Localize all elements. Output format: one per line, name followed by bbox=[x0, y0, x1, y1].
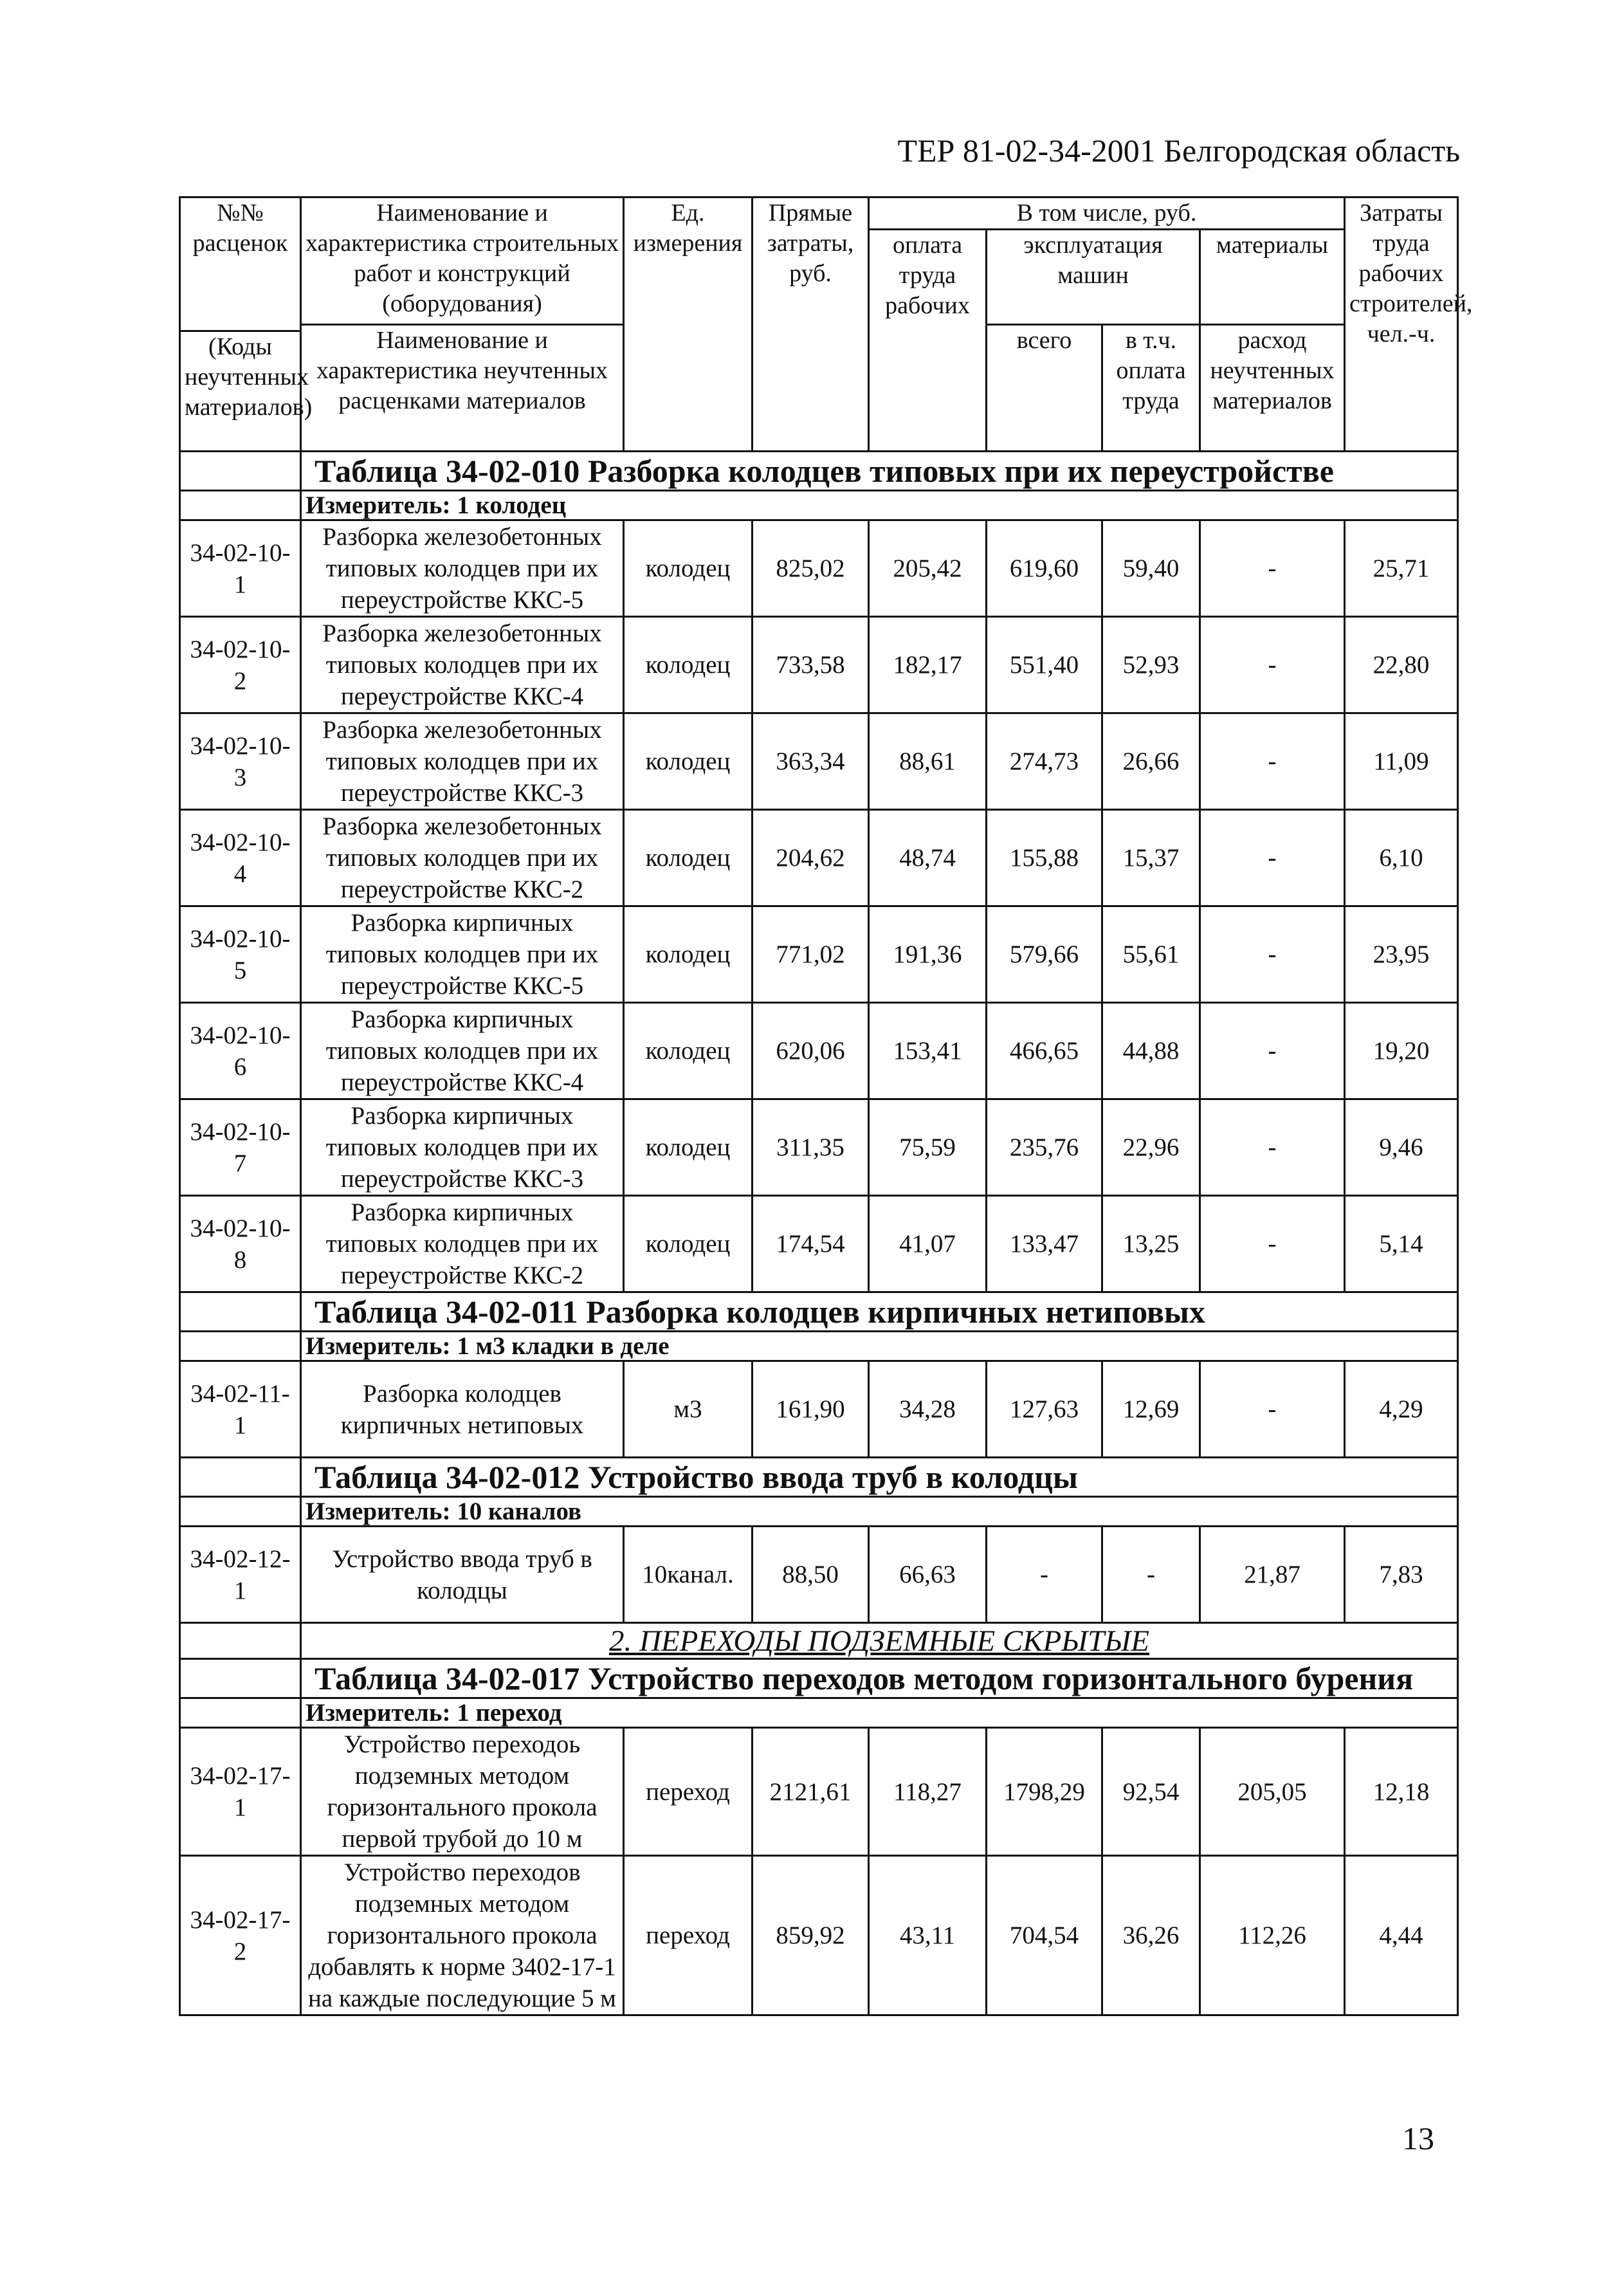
unit: колодец bbox=[624, 520, 753, 617]
rate-name: Разборка железобетонных типовых колодцев при их переустройстве ККС-4 bbox=[301, 617, 624, 713]
rate-code: 34-02-10-7 bbox=[180, 1099, 301, 1196]
table-row bbox=[180, 1527, 1458, 1623]
direct-cost: 204,62 bbox=[753, 810, 869, 906]
unit: колодец bbox=[624, 617, 753, 713]
header-code: №№ расценок bbox=[180, 197, 301, 331]
machine-labor-pay: 55,61 bbox=[1102, 906, 1200, 1003]
header-name2: Наименование и характеристика неучтенных расценками материалов bbox=[301, 325, 624, 452]
rate-name: Разборка кирпичных типовых колодцев при их переустройстве ККС-4 bbox=[301, 1003, 624, 1099]
labor-hours: 9,46 bbox=[1345, 1099, 1458, 1196]
machine-cost: 551,40 bbox=[987, 617, 1102, 713]
header-incl: В том числе, руб. bbox=[869, 197, 1345, 230]
machine-cost: 235,76 bbox=[987, 1099, 1102, 1196]
labor-hours: 4,29 bbox=[1345, 1361, 1458, 1458]
rates-table bbox=[179, 196, 1473, 2016]
header-code2: (Коды неучтенных материалов) bbox=[180, 331, 301, 452]
machine-cost: 619,60 bbox=[987, 520, 1102, 617]
labor-hours: 22,80 bbox=[1345, 617, 1458, 713]
direct-cost: 88,50 bbox=[753, 1527, 869, 1623]
direct-cost: 363,34 bbox=[753, 713, 869, 810]
machine-cost: 579,66 bbox=[987, 906, 1102, 1003]
rate-code: 34-02-10-1 bbox=[180, 520, 301, 617]
unit: колодец bbox=[624, 810, 753, 906]
machine-cost: - bbox=[987, 1527, 1102, 1623]
labor-pay: 34,28 bbox=[869, 1361, 987, 1458]
materials-cost: - bbox=[1200, 520, 1345, 617]
rate-name: Разборка кирпичных типовых колодцев при их переустройстве ККС-2 bbox=[301, 1196, 624, 1292]
rate-code: 34-02-12-1 bbox=[180, 1527, 301, 1623]
header-total: всего bbox=[987, 325, 1102, 452]
labor-pay: 182,17 bbox=[869, 617, 987, 713]
header-labor-cost: Затраты труда рабочих строителей, чел.-ч. bbox=[1345, 197, 1458, 452]
rate-name: Разборка кирпичных типовых колодцев при их переустройстве ККС-5 bbox=[301, 906, 624, 1003]
direct-cost: 771,02 bbox=[753, 906, 869, 1003]
unit: колодец bbox=[624, 1003, 753, 1099]
labor-pay: 43,11 bbox=[869, 1856, 987, 2015]
rate-name: Разборка железобетонных типовых колодцев при их переустройстве ККС-5 bbox=[301, 520, 624, 617]
header-machines: эксплуатация машин bbox=[987, 230, 1200, 325]
machine-cost: 704,54 bbox=[987, 1856, 1102, 2015]
rate-code: 34-02-17-2 bbox=[180, 1856, 301, 2015]
table-row bbox=[180, 906, 1458, 1003]
unit: переход bbox=[624, 1856, 753, 2015]
labor-hours: 5,14 bbox=[1345, 1196, 1458, 1292]
unit: переход bbox=[624, 1728, 753, 1856]
direct-cost: 733,58 bbox=[753, 617, 869, 713]
materials-cost: - bbox=[1200, 1003, 1345, 1099]
machine-labor-pay: 13,25 bbox=[1102, 1196, 1200, 1292]
rate-name: Разборка железобетонных типовых колодцев при их переустройстве ККС-2 bbox=[301, 810, 624, 906]
labor-pay: 48,74 bbox=[869, 810, 987, 906]
labor-pay: 153,41 bbox=[869, 1003, 987, 1099]
materials-cost: - bbox=[1200, 906, 1345, 1003]
unit: м3 bbox=[624, 1361, 753, 1458]
header-materials: материалы bbox=[1200, 230, 1345, 325]
machine-cost: 155,88 bbox=[987, 810, 1102, 906]
measure-label: Измеритель: 1 переход bbox=[301, 1698, 1458, 1728]
labor-hours: 7,83 bbox=[1345, 1527, 1458, 1623]
labor-hours: 4,44 bbox=[1345, 1856, 1458, 2015]
materials-cost: - bbox=[1200, 1361, 1345, 1458]
rate-code: 34-02-17-1 bbox=[180, 1728, 301, 1856]
table-title: Таблица 34-02-017 Устройство переходов методом горизонтального бурения bbox=[301, 1659, 1458, 1698]
header-name: Наименование и характеристика строительных работ и конструкций (оборудования) bbox=[301, 197, 624, 325]
labor-hours: 23,95 bbox=[1345, 906, 1458, 1003]
rate-name: Устройство переходоь подземных методом горизонтального прокола первой трубой до 10 м bbox=[301, 1728, 624, 1856]
unit: колодец bbox=[624, 713, 753, 810]
rate-code: 34-02-10-2 bbox=[180, 617, 301, 713]
direct-cost: 174,54 bbox=[753, 1196, 869, 1292]
machine-labor-pay: 52,93 bbox=[1102, 617, 1200, 713]
table-row bbox=[180, 1361, 1458, 1458]
table-row bbox=[180, 810, 1458, 906]
unit: колодец bbox=[624, 1099, 753, 1196]
labor-pay: 66,63 bbox=[869, 1527, 987, 1623]
direct-cost: 825,02 bbox=[753, 520, 869, 617]
rate-name: Разборка железобетонных типовых колодцев при их переустройстве ККС-3 bbox=[301, 713, 624, 810]
direct-cost: 161,90 bbox=[753, 1361, 869, 1458]
table-title: Таблица 34-02-012 Устройство ввода труб в колодцы bbox=[301, 1458, 1458, 1497]
machine-labor-pay: - bbox=[1102, 1527, 1200, 1623]
table-row bbox=[180, 617, 1458, 713]
labor-pay: 118,27 bbox=[869, 1728, 987, 1856]
rate-code: 34-02-10-4 bbox=[180, 810, 301, 906]
materials-cost: 21,87 bbox=[1200, 1527, 1345, 1623]
table-title: Таблица 34-02-011 Разборка колодцев кирпичных нетиповых bbox=[301, 1292, 1458, 1332]
direct-cost: 2121,61 bbox=[753, 1728, 869, 1856]
labor-pay: 88,61 bbox=[869, 713, 987, 810]
header-incl-pay: в т.ч. оплата труда bbox=[1102, 325, 1200, 452]
labor-hours: 12,18 bbox=[1345, 1728, 1458, 1856]
machine-labor-pay: 15,37 bbox=[1102, 810, 1200, 906]
direct-cost: 311,35 bbox=[753, 1099, 869, 1196]
unit: колодец bbox=[624, 906, 753, 1003]
labor-pay: 191,36 bbox=[869, 906, 987, 1003]
table-row bbox=[180, 1856, 1458, 2015]
rate-name: Устройство ввода труб в колодцы bbox=[301, 1527, 624, 1623]
materials-cost: - bbox=[1200, 713, 1345, 810]
materials-cost: 112,26 bbox=[1200, 1856, 1345, 2015]
labor-hours: 19,20 bbox=[1345, 1003, 1458, 1099]
table-row bbox=[180, 1003, 1458, 1099]
machine-cost: 127,63 bbox=[987, 1361, 1102, 1458]
table-row bbox=[180, 1099, 1458, 1196]
page-number: 13 bbox=[1402, 2120, 1434, 2156]
direct-cost: 859,92 bbox=[753, 1856, 869, 2015]
document-header: ТЕР 81-02-34-2001 Белгородская область bbox=[897, 133, 1460, 169]
table-row bbox=[180, 520, 1458, 617]
rate-code: 34-02-10-5 bbox=[180, 906, 301, 1003]
measure-label: Измеритель: 1 м3 кладки в деле bbox=[301, 1332, 1458, 1361]
header-labor-pay: оплата труда рабочих bbox=[869, 230, 987, 452]
labor-hours: 6,10 bbox=[1345, 810, 1458, 906]
materials-cost: 205,05 bbox=[1200, 1728, 1345, 1856]
measure-label: Измеритель: 10 каналов bbox=[301, 1497, 1458, 1527]
rate-code: 34-02-10-8 bbox=[180, 1196, 301, 1292]
materials-cost: - bbox=[1200, 1196, 1345, 1292]
machine-cost: 133,47 bbox=[987, 1196, 1102, 1292]
rate-code: 34-02-10-3 bbox=[180, 713, 301, 810]
table-title: Таблица 34-02-010 Разборка колодцев типовых при их переустройстве bbox=[301, 452, 1458, 491]
machine-labor-pay: 44,88 bbox=[1102, 1003, 1200, 1099]
measure-label: Измеритель: 1 колодец bbox=[301, 491, 1458, 520]
machine-cost: 1798,29 bbox=[987, 1728, 1102, 1856]
labor-pay: 205,42 bbox=[869, 520, 987, 617]
machine-labor-pay: 92,54 bbox=[1102, 1728, 1200, 1856]
table-row bbox=[180, 713, 1458, 810]
machine-labor-pay: 26,66 bbox=[1102, 713, 1200, 810]
direct-cost: 620,06 bbox=[753, 1003, 869, 1099]
machine-labor-pay: 22,96 bbox=[1102, 1099, 1200, 1196]
rate-code: 34-02-10-6 bbox=[180, 1003, 301, 1099]
labor-hours: 25,71 bbox=[1345, 520, 1458, 617]
section-heading: 2. ПЕРЕХОДЫ ПОДЗЕМНЫЕ СКРЫТЫЕ bbox=[301, 1623, 1458, 1659]
rate-code: 34-02-11-1 bbox=[180, 1361, 301, 1458]
table-row bbox=[180, 1196, 1458, 1292]
header-direct: Прямые затраты, руб. bbox=[753, 197, 869, 452]
machine-cost: 274,73 bbox=[987, 713, 1102, 810]
header-unit: Ед. измерения bbox=[624, 197, 753, 452]
materials-cost: - bbox=[1200, 1099, 1345, 1196]
labor-hours: 11,09 bbox=[1345, 713, 1458, 810]
header-mat-use: расход неучтенных материалов bbox=[1200, 325, 1345, 452]
rate-name: Устройство переходов подземных методом горизонтального прокола добавлять к норме 3402-17-1 на каждые последующие 5 м bbox=[301, 1856, 624, 2015]
rate-name: Разборка колодцев кирпичных нетиповых bbox=[301, 1361, 624, 1458]
rate-name: Разборка кирпичных типовых колодцев при их переустройстве ККС-3 bbox=[301, 1099, 624, 1196]
machine-cost: 466,65 bbox=[987, 1003, 1102, 1099]
machine-labor-pay: 12,69 bbox=[1102, 1361, 1200, 1458]
unit: колодец bbox=[624, 1196, 753, 1292]
labor-pay: 41,07 bbox=[869, 1196, 987, 1292]
materials-cost: - bbox=[1200, 810, 1345, 906]
machine-labor-pay: 59,40 bbox=[1102, 520, 1200, 617]
machine-labor-pay: 36,26 bbox=[1102, 1856, 1200, 2015]
table-row bbox=[180, 1728, 1458, 1856]
unit: 10канал. bbox=[624, 1527, 753, 1623]
labor-pay: 75,59 bbox=[869, 1099, 987, 1196]
materials-cost: - bbox=[1200, 617, 1345, 713]
